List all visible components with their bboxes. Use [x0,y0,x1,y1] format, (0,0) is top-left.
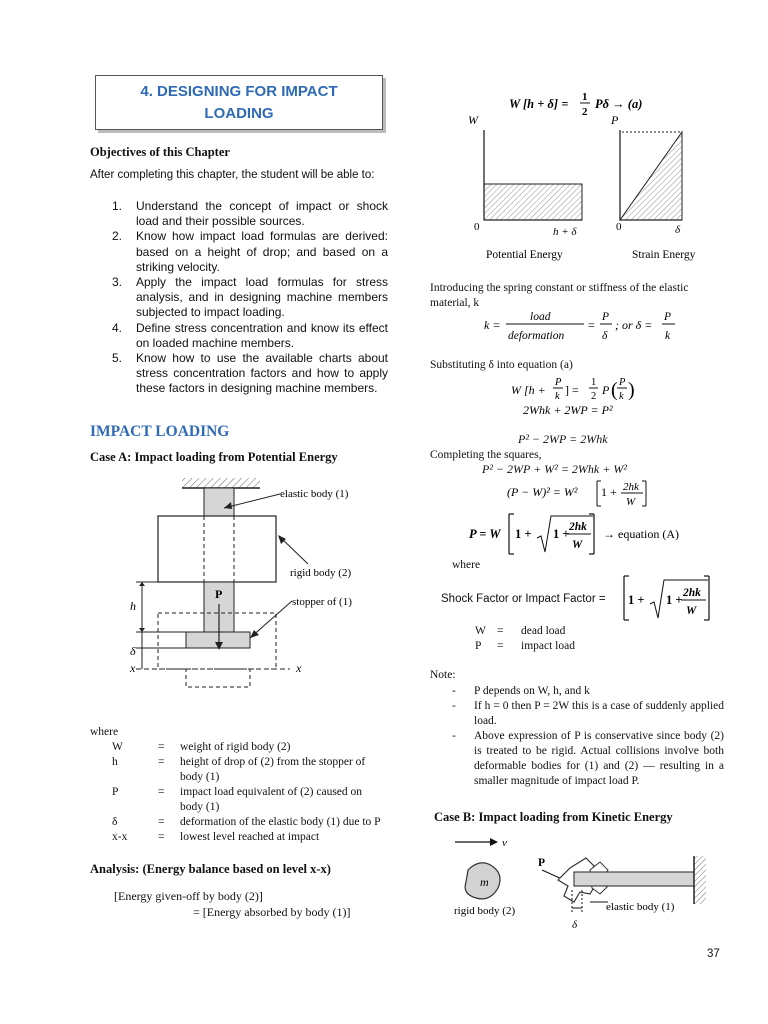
graph-label-W: W [468,113,478,127]
definitions-list [90,740,390,845]
shock-factor-label: Shock Factor or Impact Factor = [441,593,606,605]
definition-desc: weight of rigid body (2) [180,741,291,753]
fig-b-elastic: elastic body (1) [606,901,675,913]
definition-row [90,740,390,755]
objective-item [90,199,388,229]
subst-text: Substituting δ into equation (a) [430,359,573,371]
definition-desc: lowest level reached at impact [180,831,320,843]
definition-desc: impact load equivalent of (2) caused on body (1) [180,786,363,813]
objective-number: 1. [112,199,123,213]
svg-text:load: load [530,311,551,323]
svg-text:W: W [686,605,697,617]
definition-row [475,639,675,654]
energy-line1: [Energy given-off by body (2)] [114,889,263,903]
definition-eq: = [497,625,504,637]
graph-label-P: P [611,113,619,127]
svg-text:P: P [602,311,610,323]
note-text: If h = 0 then P = 2W this is a case of suddenly applied load. [474,700,724,727]
svg-text:2hk: 2hk [683,587,701,599]
objective-text: Know how to use the available charts about stress concentration factors and how to apply these factors in designing machine members. [136,351,388,396]
svg-text:W [h + δ] =: W [h + δ] = [509,97,569,111]
case-b-title: Case B: Impact loading from Kinetic Energy [434,810,673,824]
svg-text:k =: k = [484,318,501,332]
definition-row [90,755,390,785]
definition-row [90,785,390,815]
objective-text: Know how impact load formulas are derived: based on a height of drop; and based on a striking velocity. [136,229,388,274]
impact-figure-a [120,472,390,694]
energy-graphs [450,112,720,264]
chapter-title-box [95,75,383,130]
impact-figure-b [440,830,730,932]
support-hatch [182,478,260,488]
objective-text: Define stress concentration and know its effect on loaded machine members. [136,320,388,350]
fig-label-rigid: rigid body (2) [290,567,352,579]
fig-b-m: m [480,875,489,889]
objective-number: 2. [112,229,123,244]
svg-text:2Whk + 2WP = P²: 2Whk + 2WP = P² [523,403,613,417]
svg-text:P: P [619,377,626,388]
notes-list [452,684,724,789]
objective-text: Apply the impact load formulas for stress analysis, and in designing machine members subjected to impact loading. [136,275,388,320]
fig-label-elastic: elastic body (1) [280,488,349,500]
svg-text:k: k [665,330,671,342]
definition-sym: δ [112,816,118,828]
svg-text:; or δ =: ; or δ = [615,318,653,332]
eq-A-tag: → equation (A) [603,527,679,541]
note-text: P depends on W, h, and k [474,685,590,697]
k-equation [482,307,702,347]
note-item [452,729,724,789]
definition-sym: h [112,756,118,768]
impact-section-title: IMPACT LOADING [90,423,230,440]
definition-eq: = [158,816,165,828]
definition-desc: dead load [521,625,566,637]
page-number: 37 [707,948,720,960]
svg-text:(: ( [611,379,618,401]
graph-label-zero2: 0 [616,221,622,233]
fig-b-delta: δ [572,919,578,931]
definition-sym: P [475,640,482,652]
definition-desc: height of drop of (2) from the stopper of body (1) [180,756,366,783]
svg-text:W [h +: W [h + [511,383,546,397]
objective-text: Understand the concept of impact or shock load and their possible sources. [136,199,388,229]
definition-sym: x-x [112,831,128,843]
definition-row [90,815,390,830]
elastic-bar [574,872,694,886]
svg-text:1: 1 [591,377,597,388]
svg-text:): ) [628,379,635,401]
chapter-title-line2: LOADING [204,105,274,122]
note-bullet: - [452,730,456,742]
eq-sq2 [505,476,665,510]
note-title: Note: [430,669,456,681]
svg-text:1: 1 [582,91,588,103]
objective-number: 3. [112,275,123,290]
objective-item [90,275,388,321]
graph-label-strain: Strain Energy [632,249,696,261]
svg-text:=: = [588,318,595,332]
svg-text:1 +: 1 + [601,485,617,499]
fig-label-h: h [130,599,136,613]
definition-sym: W [475,625,486,637]
fig-b-v: v [502,837,507,849]
fig-label-x-left: x [130,661,136,675]
svg-text:Pδ → (a): Pδ → (a) [595,97,643,111]
spring-text: Introducing the spring constant or stiffness of the elastic material, k [430,282,689,309]
eq-sub3: P² − 2WP = 2Whk [518,432,608,446]
note-text: Above expression of P is conservative since body (2) is treated to be rigid. Actual collisions involve both deformable bodies for (1) and (2) — resulting in a smaller magnitude of impact load P. [474,730,724,787]
note-item [452,684,724,699]
svg-text:deformation: deformation [508,330,565,342]
svg-text:k: k [555,391,560,402]
fig-label-P: P [215,587,223,601]
svg-text:k: k [619,391,624,402]
note-bullet: - [452,685,456,697]
equation-A [465,508,705,558]
fig-b-rigid: rigid body (2) [454,905,516,917]
fig-b-P: P [538,857,546,869]
right-definitions [475,624,675,654]
chapter-title-line1: 4. DESIGNING FOR IMPACT [140,83,338,100]
definition-eq: = [158,831,165,843]
svg-text:1 +: 1 + [628,593,645,607]
definition-eq: = [158,786,165,798]
graph-label-potential: Potential Energy [486,249,563,261]
objective-item [90,351,388,397]
objective-number: 5. [112,351,123,366]
potential-area [484,184,582,220]
definition-sym: P [112,786,119,798]
graph-label-zero1: 0 [474,221,480,233]
svg-text:P: P [555,377,562,388]
case-a-title: Case A: Impact loading from Potential Energy [90,450,338,464]
definition-eq: = [158,756,165,768]
svg-text:W: W [572,539,583,551]
definition-eq: = [158,741,165,753]
objective-number: 4. [112,320,123,335]
objective-item [90,321,388,351]
svg-text:1 +: 1 + [666,593,683,607]
svg-text:2hk: 2hk [623,481,639,493]
definition-eq: = [497,640,504,652]
energy-line2: = [Energy absorbed by body (1)] [193,905,351,919]
svg-text:1 +: 1 + [515,527,532,541]
svg-text:(P − W)² = W²: (P − W)² = W² [507,485,578,499]
fig-label-stopper: stopper of (1) [292,596,352,608]
svg-text:W: W [626,496,636,508]
completing-text: Completing the squares, [430,449,542,461]
eq-sq1: P² − 2WP + W² = 2Whk + W² [482,462,627,476]
definition-row [90,830,390,845]
svg-text:P: P [602,383,610,397]
objectives-intro: After completing this chapter, the student will be able to: [90,169,375,181]
svg-text:2hk: 2hk [569,521,587,533]
objectives-list [90,199,388,397]
note-bullet: - [452,700,456,712]
where-label: where [90,726,119,738]
objective-item [90,229,388,275]
svg-text:] =: ] = [565,383,579,397]
where-label-right: where [452,559,481,571]
fig-label-delta: δ [130,644,136,658]
rigid-body-rect [158,516,276,582]
shock-factor-expr [618,572,718,624]
objectives-heading: Objectives of this Chapter [90,145,230,159]
substituted-equations [505,372,665,420]
svg-text:P: P [664,311,672,323]
svg-text:P = W: P = W [469,527,501,541]
definition-row [475,624,675,639]
svg-text:2: 2 [582,106,588,118]
svg-text:2: 2 [591,391,597,402]
definition-desc: deformation of the elastic body (1) due to P [180,816,381,828]
definition-sym: W [112,741,123,753]
definition-desc: impact load [521,640,575,652]
analysis-title: Analysis: (Energy balance based on level x-x) [90,862,331,876]
note-item [452,699,724,729]
svg-text:1 +: 1 + [553,527,570,541]
fig-label-x-right: x [296,661,302,675]
graph-label-hdelta: h + δ [553,226,577,238]
svg-text:δ: δ [602,330,608,342]
graph-label-delta: δ [675,224,681,236]
